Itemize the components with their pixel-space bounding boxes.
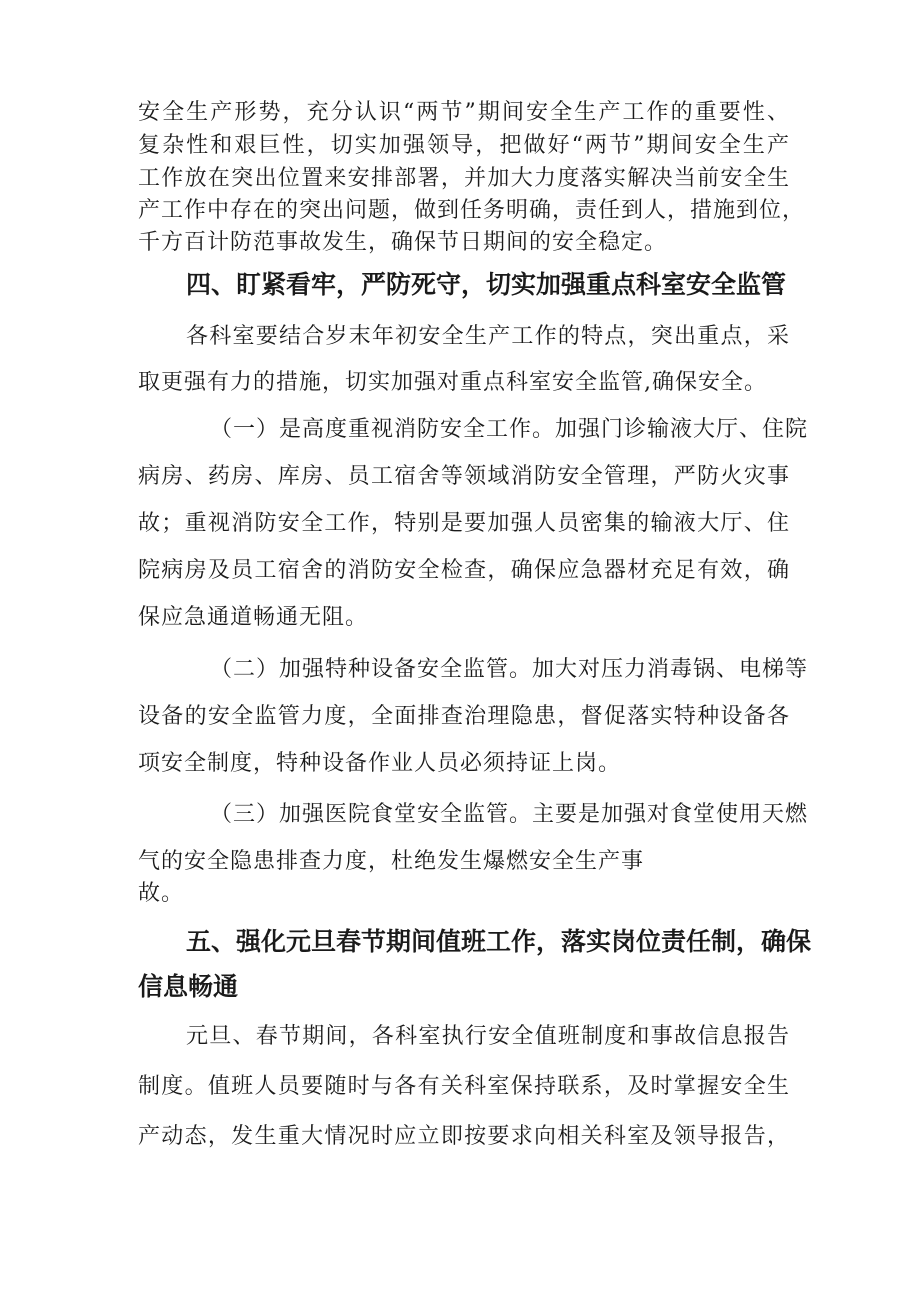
paragraph-line: （三）加强医院食堂安全监管。主要是加强对食堂使用天燃: [210, 802, 809, 827]
paragraph-line: 产动态，发生重大情况时应立即按要求向相关科室及领导报告，: [138, 1124, 790, 1149]
paragraph-line: 产工作中存在的突出问题，做到任务明确，责任到人，措施到位，: [138, 198, 806, 223]
paragraph-line: 院病房及员工宿舍的消防安全检查，确保应急器材充足有效，确: [138, 558, 790, 583]
paragraph-line: 故；重视消防安全工作，特别是要加强人员密集的输液大厅、住: [138, 511, 790, 536]
paragraph-line: 工作放在突出位置来安排部署，并加大力度落实解决当前安全生: [138, 166, 790, 191]
paragraph-line: 取更强有力的措施，切实加强对重点科室安全监管,确保安全。: [138, 370, 767, 395]
section-heading: 五、强化元旦春节期间值班工作，落实岗位责任制，确保: [186, 927, 812, 956]
paragraph-line: （二）加强特种设备安全监管。加大对压力消毒锅、电梯等: [210, 657, 809, 682]
paragraph-line: 故。: [138, 881, 185, 906]
paragraph-line: 安全生产形势，充分认识“两节”期间安全生产工作的重要性、: [138, 100, 790, 125]
paragraph-line: 千方百计防范事故发生，确保节日期间的安全稳定。: [138, 230, 668, 255]
section-heading: 四、盯紧看牢，严防死守，切实加强重点科室安全监管: [186, 270, 787, 299]
paragraph-line: 项安全制度，特种设备作业人员必须持证上岗。: [138, 751, 622, 776]
paragraph-line: （一）是高度重视消防安全工作。加强门诊输液大厅、住院: [210, 417, 809, 442]
paragraph-line: 气的安全隐患排查力度，杜绝发生爆燃安全生产事: [138, 849, 645, 874]
paragraph-line: 设备的安全监管力度，全面排查治理隐患，督促落实特种设备各: [138, 704, 790, 729]
paragraph-line: 保应急通道畅通无阻。: [138, 605, 369, 630]
section-heading: 信息畅通: [138, 972, 239, 1001]
paragraph-line: 复杂性和艰巨性，切实加强领导，把做好“两节”期间安全生产: [138, 133, 790, 158]
paragraph-line: 制度。值班人员要随时与各有关科室保持联系，及时掌握安全生: [138, 1074, 790, 1099]
paragraph-line: 元旦、春节期间，各科室执行安全值班制度和事故信息报告: [186, 1024, 790, 1049]
paragraph-line: 各科室要结合岁末年初安全生产工作的特点，突出重点，采: [186, 324, 790, 349]
paragraph-line: 病房、药房、库房、员工宿舍等领域消防安全管理，严防火灾事: [138, 464, 790, 489]
